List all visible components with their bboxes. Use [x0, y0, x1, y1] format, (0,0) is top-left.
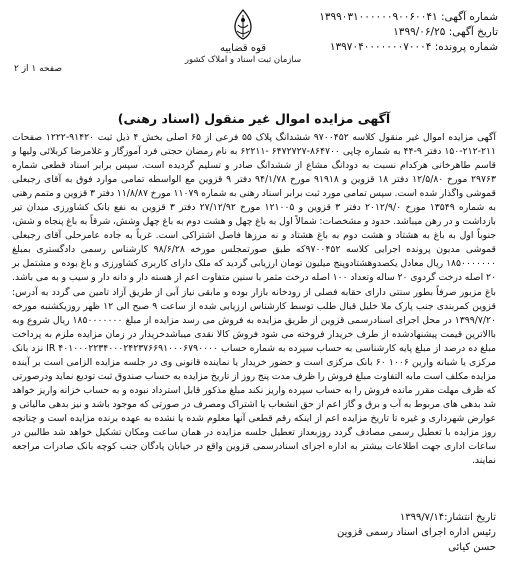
case-number-row: [319, 40, 498, 55]
notice-number: ۱۳۹۹۰۳۱۰۰۰۰۰۰۹۰۰۶۰۰۴۱: [319, 11, 438, 23]
publish-date: تاریخ انتشار:۱۳۹۹/۷/۱۴: [399, 512, 496, 523]
emblem-caption-judiciary: قوه قضاییه: [219, 43, 267, 54]
notice-date-row: [319, 25, 498, 40]
page-number: صفحه ۱ از ۲: [14, 64, 62, 74]
judiciary-emblem: [168, 8, 318, 66]
notice-body: آگهی مزایده اموال غیر منقول کلاسه ۹۷۰۰۴۵۲ ششدانگ پلاک ۵۵ فرعی از ۶۵ اصلی بخش ۴ ذیل ثبت ۹۱۴۲۰-۱۲۲۲ صفحات ۲۱۱-۲۱۲-۱۵۰ دفتر ۹-۴۴ به شماره چاپی ۸۶۴۷۰۰-۶۴۷۲۷۲۷ -۶۲۲۱۱ به نام رمضان حجتی فرد آموزگار و غلامرضا کربلائی ولیها و قاسم طاهرخانی هرکدام نسبت به دودانگ مشاع از ششدانگ صادر و تسلیم گردیده است. سپس برابر اسناد قطعی شماره ۲۹۷۶۳ مورخ ۱۲/۵/۸۰ دفتر ۱۸ قزوین و ۹۱۹۱۸ مورخ ۹۴/۱/۷۸ دفتر ۹ قزوین مع الواسطه تمامی موارد فوق به آقای رجبعلی قموشی واگذار شده است. سپس تمامی مورد ثبت برابر اسناد رهنی به شماره ۱۱۰۷۹ مورخ ۱۱/۸/۸۷ دفتر ۳ قزوین و متمم رهنی به شماره ۱۳۵۴۹ مورخ ۲۰۱۲/۹/۰ دفتر ۳ قزوین و ۱۲۱۰۰۵ مورخ ۲۷/۱۲/۹۲ دفتر ۳ قزوین به نفع بانک کشاورزی میدان تیر بازداشت و در رهن میباشد. حدود و مشخصات: شمالاً اول به باغ چهل و هشت دوم به باغ چهل وشش، شرقاً به باغ پنجاه و شش، جنوباً اول به باغ به هشتاد و هشت دوم به باغ هشتاد و نه مرزها فاصل اشتراکی است. غرباً به جاده عامرحلی آقای رجبعلی قموشی مدیون پرونده اجرایی کلاسه ۹۷۰۰۴۵۲که طبق صورتمجلس مورخه ۹۸/۶/۲۸ کارشناس رسمی دادگستری بمبلغ ۱۸۵۰۰۰۰۰۰۰ ریال معادل یکصدوهشتادوپنج میلیون تومان ارزیابی گردید که ملک دارای کاربری کشاورزی و باغ بوده و مشتمل بر ۲۰ اصله درخت گردوی ۲۰ ساله وتعداد ۱۰۰ اصله درخت مثمر با سنین متفاوت اعم از هسته دار و دانه دار و سیب و به می باشد. باغ مزبور صرفاً بطور سنتی دارای حقابه فصلی از رودخانه بازار بوده و مابقی نیاز آبی از طریق آزاد تامین می گردد به آدرس: قزوین کمربندی جنب پارک ملا خلیل قبال طلب توسط کارشناس ارزیابی شده از ساعت ۹ صبح الی ۱۲ ظهر روزیکشنبه مورخه ۱۳۹۹/۷/۲۰ در محل اجرای اسنادرسمی قزوین از طریق مزایده به فروش می رسد مزایده از مبلغ ۱۸۵۰۰۰۰۰۰۰ ریال شروع وبه باالاترین قیمت پیشنهادشده از طرف خریدار فروخته می شود فروش کالا نقدی میباشدخریدار در زمان مزایده ملزم به پرداخت مبلغ ده درصد از مبلغ پایه کارشناسی به حساب سپرده به شماره حساب ۴۰۱۰۰۰۲۲۳۴۰۰۰۲۴۲۳۷۶۶۹۱۰۰۰۶۷۹۰۰۰۰ IR نزد بانک مرکزی یا شبانه وارین ۱۰۰۶ ۶۰ بانک مرکزی است و حضور خریدار یا نماینده قانونی وی در جلسه مزایده الزامی است بر آینده مزایده مکلف است مابه التفاوت مبلغ فروش را ظرف مدت پنج روز از تاریخ مزایده به حساب صندوق ثبت تودیع نماید ودرصورتی که ظرف مهلت مقرر مانده فروش را به حساب سپرده واریز نکند مبلغ مذکور قابل استرداد نبوده و به حساب خزانه واریز خواهد شد بدهی های مربوط به آب و برق و گاز اعم از حق انشعاب یا اشتراک ومصرف در صورتی که موجود باشد و نیز بدهی مالیاتی و عوارض شهرداری و غیره تا تاریخ مزایده اعم از اینکه رقم قطعی آنها معلوم شده یا نشده به عهده برنده مزایده است و چنانچه روز مزایده با تعطیل رسمی مصادف گردد روزبعداز تعطیل جلسه مزایده در همان ساعت ومکان تشکیل خواهد شد طالبین در ساعات اداری جهت اطلاعات بیشتر به اداره اجرای اسنادرسمی قزوین واقع در خیابان پادگان جنب کوچه بانک صادرات مراجعه نمایند.: [12, 132, 497, 467]
notice-number-label: شماره آگهی:: [440, 11, 498, 23]
signatory-role: رئیس اداره اجرای اسناد رسمی قزوین: [337, 527, 496, 538]
notice-meta: [319, 10, 498, 55]
notice-header: [0, 0, 508, 84]
notice-title: آگهی مزایده اموال غیر منقول (اسناد رهنی): [117, 111, 391, 126]
notice-footer: [12, 510, 496, 555]
case-number-label: شماره پرونده:: [434, 41, 498, 53]
emblem-caption-registration: سازمان ثبت اسناد و املاک کشور: [184, 55, 302, 65]
signatory-name: حسن کیائی: [448, 542, 496, 553]
notice-number-row: [319, 10, 498, 25]
emblem-icon: [228, 8, 258, 42]
notice-date: ۱۳۹۹/۰۶/۲۵: [393, 26, 446, 38]
notice-date-label: تاریخ آگهی:: [448, 26, 498, 38]
case-number: ۱۳۹۷۰۴۰۰۰۰۰۰۰۷۰۰۰۴: [329, 41, 432, 53]
